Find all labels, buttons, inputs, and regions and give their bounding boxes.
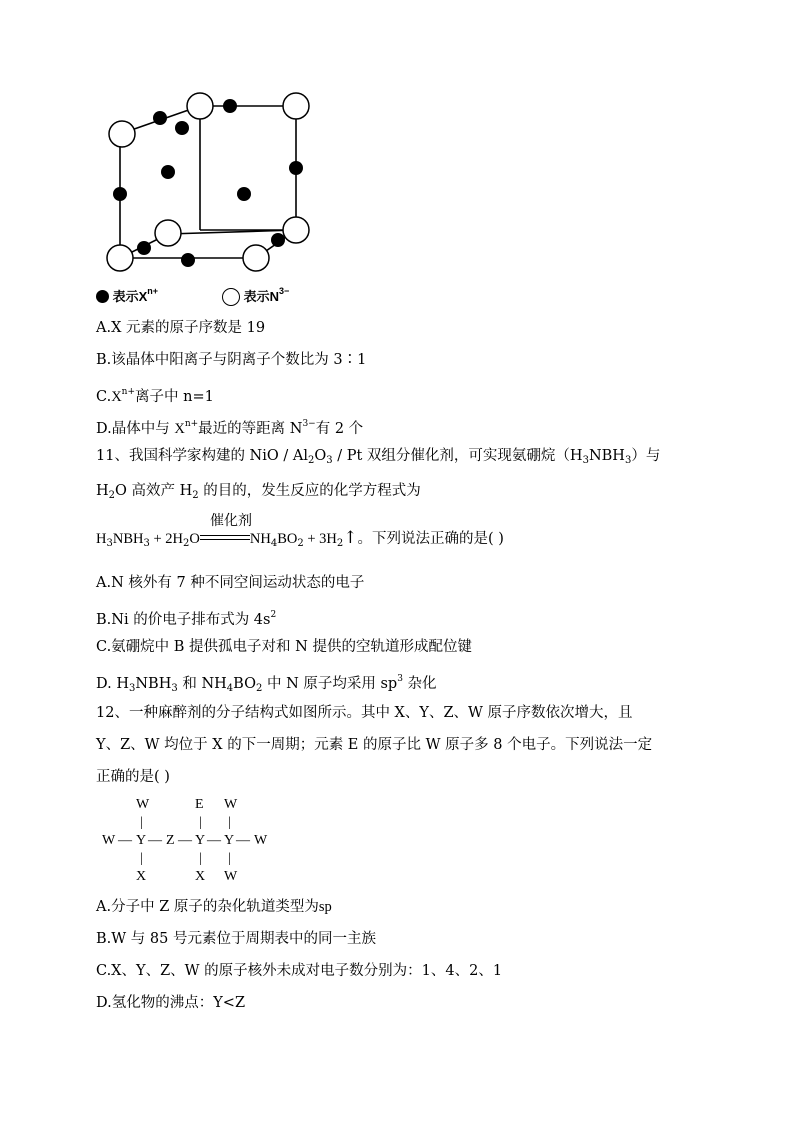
q11-b-sup: 2 — [270, 610, 277, 620]
bond-horizontal: — — [148, 833, 162, 848]
q11-option-b — [96, 605, 276, 630]
q10-option-c — [96, 382, 214, 407]
q10-d-prefix: D.晶体中与 — [96, 421, 175, 437]
crystal-structure-figure — [96, 90, 336, 280]
q11-intro-part: 的目的，发生反应的化学方程式为 — [198, 483, 421, 499]
bond-horizontal: — — [207, 833, 221, 848]
bond-vertical: | — [228, 815, 231, 830]
atom-bottom-w: W — [224, 869, 238, 884]
q11-option-a: A.N 核外有 7 种不同空间运动状态的电子 — [96, 575, 365, 591]
eq-part: NH — [249, 531, 271, 547]
q11-sub: 3 — [326, 455, 333, 466]
q11-d-sup: 3 — [397, 674, 403, 684]
q11-intro-part: ）与 — [631, 448, 661, 464]
q11-intro-part: NBH — [588, 448, 625, 464]
q12-option-d: D.氢化物的沸点：Y<Z — [96, 995, 246, 1011]
q10-c-prefix: C. — [96, 389, 112, 405]
filled-circle-icon — [96, 290, 109, 303]
q10-d-middle: 最近的等距离 N — [198, 421, 303, 437]
q11-intro-part: H — [96, 483, 109, 499]
q12-option-a — [96, 897, 332, 917]
bond-horizontal: — — [236, 833, 250, 848]
q11-option-d — [96, 669, 437, 699]
q11-sub: 2 — [108, 490, 116, 501]
eq-sub: 2 — [297, 538, 304, 549]
legend-cation-label: 表示X — [112, 289, 148, 304]
legend-anion — [222, 286, 289, 306]
q11-d-part: 中 N 原子均采用 sp — [262, 676, 398, 692]
q10-option-a: A.X 元素的原子序数是 19 — [96, 320, 266, 336]
catalyst-label: 催化剂 — [210, 513, 252, 529]
q11-d-sub: 2 — [255, 683, 263, 694]
q11-d-part: NBH — [135, 676, 172, 692]
atom-row-y: Y — [136, 833, 147, 848]
q11-sub: 2 — [307, 455, 315, 466]
q10-c-text: 离子中 n=1 — [135, 389, 214, 405]
equals-bar — [200, 529, 250, 549]
q11-sub: 3 — [582, 455, 589, 466]
q10-option-d — [96, 414, 363, 439]
q11-intro-part: H — [569, 448, 583, 464]
q11-sub: 3 — [624, 455, 632, 466]
legend-anion-label: 表示N — [243, 289, 280, 304]
bond-horizontal: — — [178, 833, 192, 848]
atom-bottom-x2: X — [195, 869, 206, 884]
atom-row-z: Z — [166, 833, 175, 848]
q11-intro-part: O — [314, 448, 327, 464]
eq-sub: 4 — [270, 538, 278, 549]
atom-top-w2: W — [224, 797, 238, 812]
q11-d-part: 杂化 — [402, 676, 437, 692]
eq-sub: 3 — [106, 538, 113, 549]
q10-option-b: B.该晶体中阳离子与阴离子个数比为 3∶1 — [96, 352, 367, 368]
q12-option-c: C.X、Y、Z、W 的原子核外未成对电子数分别为：1、4、2、1 — [96, 963, 503, 979]
q11-sub: 2 — [192, 490, 199, 501]
eq-part: + 2H — [149, 531, 184, 547]
q12-intro-line1: 12、一种麻醉剂的分子结构式如图所示。其中 X、Y、Z、W 原子序数依次增大，且 — [96, 705, 633, 721]
eq-part: NBH — [112, 531, 144, 547]
atom-top-w1: W — [136, 797, 150, 812]
open-circle-icon — [222, 288, 240, 306]
eq-tail: 。下列说法正确的是( ) — [357, 531, 504, 547]
molecular-structure — [100, 795, 300, 890]
q11-d-sub: 3 — [128, 683, 136, 694]
q11-d-part: D. H — [96, 676, 129, 692]
q10-d-charge: n+ — [184, 419, 199, 429]
q11-b-text: B.Ni 的价电子排布式为 4s — [96, 612, 271, 628]
q10-d-charge2: 3− — [302, 419, 316, 429]
q10-d-text: 有 2 个 — [315, 421, 364, 437]
q11-intro-line1 — [96, 446, 660, 471]
q11-d-sub: 3 — [171, 683, 178, 694]
q10-d-x: X — [174, 421, 185, 437]
q12-a-text: A.分子中 Z 原子的杂化轨道类型为 — [96, 899, 319, 915]
q11-intro-part: O 高效产 H — [115, 483, 193, 499]
q11-equation — [96, 528, 504, 554]
eq-part: H — [96, 531, 107, 547]
legend-cation-charge: n+ — [147, 286, 159, 296]
q11-option-c: C.氨硼烷中 B 提供孤电子对和 N 提供的空轨道形成配位键 — [96, 639, 472, 655]
atom-top-e: E — [195, 797, 204, 812]
bond-vertical: | — [228, 851, 231, 866]
legend-anion-charge: 3− — [279, 286, 290, 296]
q11-d-part: BO — [233, 676, 256, 692]
q11-intro-line2 — [96, 481, 421, 506]
eq-part: BO — [277, 531, 298, 547]
q11-d-sub: 4 — [226, 683, 234, 694]
atom-row-y2: Y — [195, 833, 206, 848]
bond-horizontal: — — [118, 833, 132, 848]
eq-part: + 3H — [303, 531, 337, 547]
q12-a-sp: sp — [318, 899, 332, 915]
atom-row-y3: Y — [224, 833, 235, 848]
up-arrow-icon: ↑ — [343, 528, 358, 548]
bond-vertical: | — [199, 851, 202, 866]
bond-vertical: | — [140, 815, 143, 830]
q11-intro-part: / Pt 双组分催化剂，可实现氨硼烷（ — [332, 448, 570, 464]
eq-sub: 2 — [336, 538, 344, 549]
atom-row-w2: W — [254, 833, 268, 848]
q11-d-part: 和 NH — [177, 676, 227, 692]
eq-part: O — [189, 531, 200, 547]
atom-bottom-x1: X — [136, 869, 147, 884]
q11-intro-part: 11、我国科学家构建的 NiO / Al — [96, 448, 308, 464]
bond-vertical: | — [199, 815, 202, 830]
q10-c-x: X — [111, 389, 122, 405]
q10-c-charge: n+ — [121, 387, 136, 397]
atom-row-w: W — [102, 833, 116, 848]
q12-intro-line3: 正确的是( ) — [96, 769, 170, 785]
eq-sub: 3 — [143, 538, 150, 549]
q12-option-b: B.W 与 85 号元素位于周期表中的同一主族 — [96, 931, 376, 947]
bond-vertical: | — [140, 851, 143, 866]
q12-intro-line2: Y、Z、W 均位于 X 的下一周期；元素 E 的原子比 W 原子多 8 个电子。下列说法一定 — [96, 737, 653, 753]
legend-cation — [96, 286, 158, 305]
eq-sub: 2 — [183, 538, 190, 549]
